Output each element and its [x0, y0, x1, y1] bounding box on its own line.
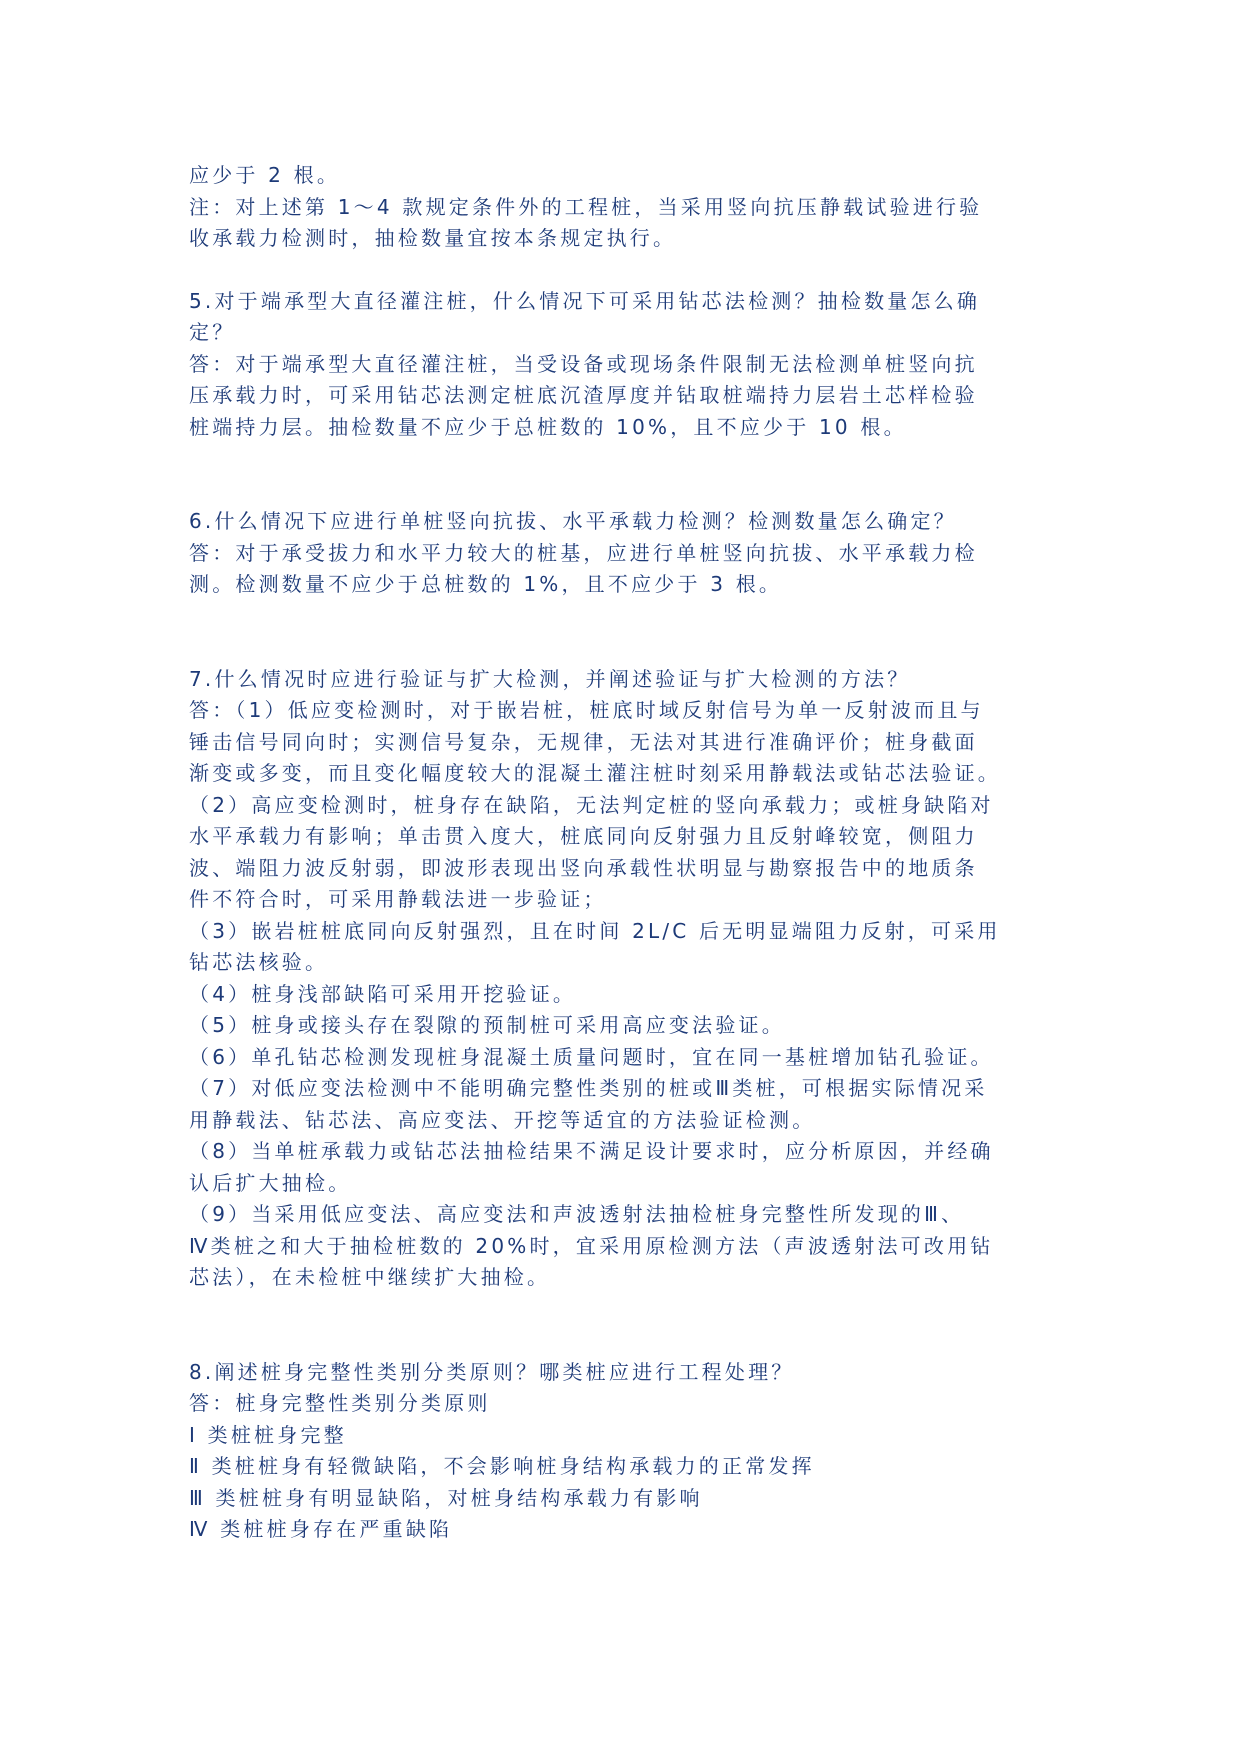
text-line: 注：对上述第 1～4 款规定条件外的工程桩，当采用竖向抗压静载试验进行验	[189, 194, 983, 219]
answer-line: Ⅲ 类桩桩身有明显缺陷，对桩身结构承载力有影响	[189, 1485, 703, 1510]
answer-line: 答：桩身完整性类别分类原则	[189, 1391, 491, 1415]
answer-line: （2）高应变检测时，桩身存在缺陷，无法判定桩的竖向承载力；或桩身缺陷对	[189, 792, 994, 817]
question-5	[189, 286, 1069, 444]
question-5-title: 5.对于端承型大直径灌注桩，什么情况下可采用钻芯法检测？抽检数量怎么确	[189, 288, 981, 313]
answer-line: 答：（1）低应变检测时，对于嵌岩桩，桩底时域反射信号为单一反射波而且与	[189, 698, 984, 722]
answer-line: 水平承载力有影响；单击贯入度大，桩底同向反射强力且反射峰较宽，侧阻力	[189, 824, 978, 848]
answer-line: 渐变或多变，而且变化幅度较大的混凝土灌注桩时刻采用静载法或钻芯法验证。	[189, 761, 1001, 785]
question-8-title: 8.阐述桩身完整性类别分类原则？哪类桩应进行工程处理？	[189, 1359, 795, 1384]
answer-line: 用静载法、钻芯法、高应变法、开挖等适宜的方法验证检测。	[189, 1107, 816, 1132]
answer-line: （8）当单桩承载力或钻芯法抽检结果不满足设计要求时，应分析原因，并经确	[189, 1139, 994, 1163]
question-7	[189, 664, 1069, 1294]
answer-line: 认后扩大抽检。	[189, 1170, 352, 1195]
text-line: 收承载力检测时，抽检数量宜按本条规定执行。	[189, 226, 677, 250]
answer-line: 锤击信号同向时；实测信号复杂，无规律，无法对其进行准确评价；桩身截面	[189, 729, 978, 754]
answer-line: 答：对于端承型大直径灌注桩，当受设备或现场条件限制无法检测单桩竖向抗	[189, 351, 978, 376]
answer-line: （3）嵌岩桩桩底同向反射强烈，且在时间 2L/C 后无明显端阻力反射，可采用	[189, 918, 1001, 943]
text-line: 应少于 2 根。	[189, 163, 341, 187]
answer-line: 芯法），在未检桩中继续扩大抽检。	[189, 1265, 551, 1289]
answer-line: 钻芯法核验。	[189, 950, 329, 974]
question-5-title-cont: 定？	[189, 320, 236, 344]
answer-line: 桩端持力层。抽检数量不应少于总桩数的 10%，且不应少于 10 根。	[189, 414, 907, 439]
answer-line: Ⅰ 类桩桩身完整	[189, 1422, 347, 1447]
question-6-title: 6.什么情况下应进行单桩竖向抗拔、水平承载力检测？检测数量怎么确定？	[189, 509, 957, 533]
question-8	[189, 1357, 1069, 1546]
answer-line: Ⅱ 类桩桩身有轻微缺陷，不会影响桩身结构承载力的正常发挥	[189, 1454, 815, 1478]
answer-line: 波、端阻力波反射弱，即波形表现出竖向承载性状明显与勘察报告中的地质条	[189, 855, 978, 880]
answer-line: Ⅳ类桩之和大于抽检桩数的 20%时，宜采用原检测方法（声波透射法可改用钻	[189, 1233, 994, 1258]
answer-line: （6）单孔钻芯检测发现桩身混凝土质量问题时，宜在同一基桩增加钻孔验证。	[189, 1044, 994, 1069]
answer-line: 测。检测数量不应少于总桩数的 1%，且不应少于 3 根。	[189, 572, 783, 596]
answer-line: （7）对低应变法检测中不能明确完整性类别的桩或Ⅲ类桩，可根据实际情况采	[189, 1076, 988, 1100]
question-6	[189, 506, 1069, 601]
intro-paragraph	[189, 160, 1069, 255]
answer-line: 压承载力时，可采用钻芯法测定桩底沉渣厚度并钻取桩端持力层岩土芯样检验	[189, 383, 978, 407]
answer-line: （9）当采用低应变法、高应变法和声波透射法抽检桩身完整性所发现的Ⅲ、	[189, 1202, 965, 1226]
question-7-title: 7.什么情况时应进行验证与扩大检测，并阐述验证与扩大检测的方法？	[189, 666, 911, 691]
document-body	[189, 160, 1069, 1546]
answer-line: 件不符合时，可采用静载法进一步验证；	[189, 887, 607, 911]
answer-line: 答：对于承受拔力和水平力较大的桩基，应进行单桩竖向抗拔、水平承载力检	[189, 540, 978, 565]
answer-line: （4）桩身浅部缺陷可采用开挖验证。	[189, 981, 577, 1006]
answer-line: （5）桩身或接头存在裂隙的预制桩可采用高应变法验证。	[189, 1013, 785, 1037]
answer-line: Ⅳ 类桩桩身存在严重缺陷	[189, 1517, 453, 1541]
